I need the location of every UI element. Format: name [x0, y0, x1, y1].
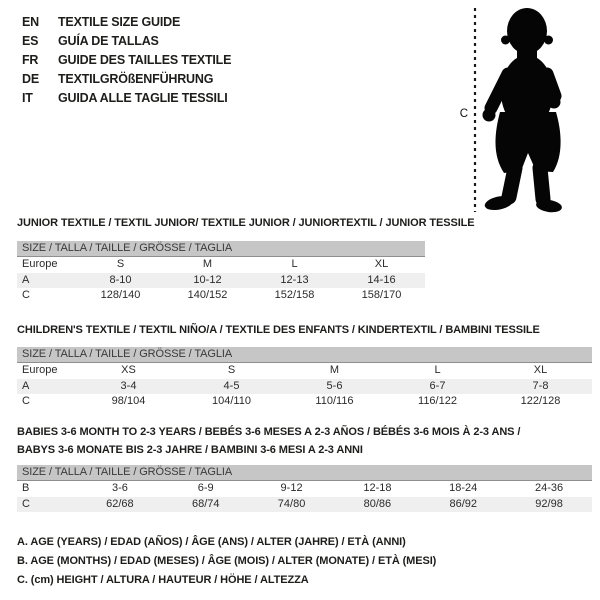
table-row	[17, 288, 425, 304]
cell: 4-5	[223, 379, 240, 392]
section-title: JUNIOR TEXTILE / TEXTIL JUNIOR/ TEXTILE JUNIOR / JUNIORTEXTIL / JUNIOR TESSILE	[17, 217, 475, 229]
table-row	[17, 481, 592, 497]
cell: XS	[121, 364, 136, 376]
cell: 104/110	[212, 395, 251, 407]
childrens-textile-section	[17, 324, 592, 410]
table-row	[17, 379, 592, 395]
table-row	[17, 394, 592, 410]
language-code: FR	[22, 53, 39, 67]
cell: 110/116	[315, 395, 354, 407]
cell: 86/92	[449, 497, 477, 510]
language-label: GUIDE DES TAILLES TEXTILE	[58, 53, 232, 67]
cell: 74/80	[277, 497, 306, 510]
cell: 98/104	[111, 395, 146, 407]
cell: 152/158	[274, 289, 315, 301]
language-list	[22, 13, 231, 108]
cell: M	[202, 258, 213, 270]
cell: 3-4	[120, 379, 137, 392]
cell: 92/98	[535, 497, 563, 510]
cell: 128/140	[100, 289, 141, 301]
cell: 3-6	[111, 482, 128, 494]
cell: 140/152	[187, 289, 228, 301]
cell: 10-12	[193, 273, 222, 286]
size-header-bar: SIZE / TALLA / TAILLE / GRÖSSE / TAGLIA	[17, 241, 425, 257]
baby-silhouette	[448, 0, 600, 218]
table-row	[17, 257, 425, 273]
cell: 7-8	[532, 379, 549, 392]
cell: 5-6	[326, 379, 343, 392]
language-row-it	[22, 89, 231, 108]
table-row	[17, 363, 592, 379]
cell: L	[434, 364, 441, 376]
language-row-es	[22, 32, 231, 51]
cell: 12-13	[280, 273, 309, 286]
table-row	[17, 497, 592, 513]
section-title: CHILDREN'S TEXTILE / TEXTIL NIÑO/A / TEXTILE DES ENFANTS / KINDERTEXTIL / BAMBINI TESSILE	[17, 324, 540, 336]
cell: 116/122	[418, 395, 457, 407]
row-label: C	[22, 289, 30, 301]
cell: 122/128	[520, 395, 561, 407]
footnotes	[17, 533, 436, 590]
cell: 14-16	[367, 273, 396, 286]
cell: 62/68	[106, 497, 134, 510]
cell: 8-10	[109, 273, 132, 286]
language-label: TEXTILGRÖßENFÜHRUNG	[58, 72, 214, 86]
row-label: A	[22, 379, 30, 392]
row-label: C	[22, 395, 30, 407]
cell: 18-24	[449, 482, 478, 494]
language-code: EN	[22, 15, 39, 29]
row-label: A	[22, 273, 30, 286]
cell: XL	[533, 364, 548, 376]
language-label: TEXTILE SIZE GUIDE	[58, 15, 181, 29]
footnote-a: A. AGE (YEARS) / EDAD (AÑOS) / ÂGE (ANS) / ALTER (JAHRE) / ETÀ (ANNI)	[17, 536, 406, 548]
cell: 6-7	[429, 379, 446, 392]
language-row-de	[22, 70, 231, 89]
cell: S	[227, 364, 236, 376]
cell: 24-36	[534, 482, 564, 494]
size-header-bar: SIZE / TALLA / TAILLE / GRÖSSE / TAGLIA	[17, 465, 592, 481]
size-header-bar: SIZE / TALLA / TAILLE / GRÖSSE / TAGLIA	[17, 347, 592, 363]
language-code: ES	[22, 34, 39, 48]
table-row	[17, 273, 425, 289]
cell: M	[329, 364, 340, 376]
language-row-en	[22, 13, 231, 32]
section-title-line1: BABIES 3-6 MONTH TO 2-3 YEARS / BEBÉS 3-6 MESES A 2-3 AÑOS / BÉBÉS 3-6 MOIS À 2-3 ANS /	[17, 426, 521, 438]
section-title	[17, 423, 592, 459]
footnote-b: B. AGE (MONTHS) / EDAD (MESES) / ÂGE (MOIS) / ALTER (MONATE) / ETÀ (MESI)	[17, 555, 437, 567]
language-label: GUIDA ALLE TAGLIE TESSILI	[58, 91, 228, 105]
row-label: C	[22, 497, 30, 510]
height-label: C	[459, 108, 468, 120]
cell: 80/86	[363, 497, 392, 510]
cell: 6-9	[197, 482, 214, 494]
cell: 158/170	[361, 289, 402, 301]
language-code: IT	[22, 91, 33, 105]
cell: 68/74	[191, 497, 220, 510]
cell: 12-18	[363, 482, 392, 494]
footnote-c: C. (cm) HEIGHT / ALTURA / HAUTEUR / HÖHE / ALTEZZA	[17, 574, 309, 586]
row-label: Europe	[22, 364, 58, 376]
section-title-line2: BABYS 3-6 MONATE BIS 2-3 JAHRE / BAMBINI 3-6 MESI A 2-3 ANNI	[17, 444, 363, 456]
cell: XL	[374, 258, 389, 270]
cell: L	[291, 258, 298, 270]
babies-textile-section	[17, 423, 592, 512]
language-code: DE	[22, 72, 39, 86]
row-label: B	[22, 482, 30, 494]
junior-textile-section	[17, 217, 475, 304]
cell: S	[116, 258, 125, 270]
row-label: Europe	[22, 258, 58, 270]
cell: 9-12	[280, 482, 303, 494]
language-row-fr	[22, 51, 231, 70]
language-label: GUÍA DE TALLAS	[58, 34, 159, 48]
